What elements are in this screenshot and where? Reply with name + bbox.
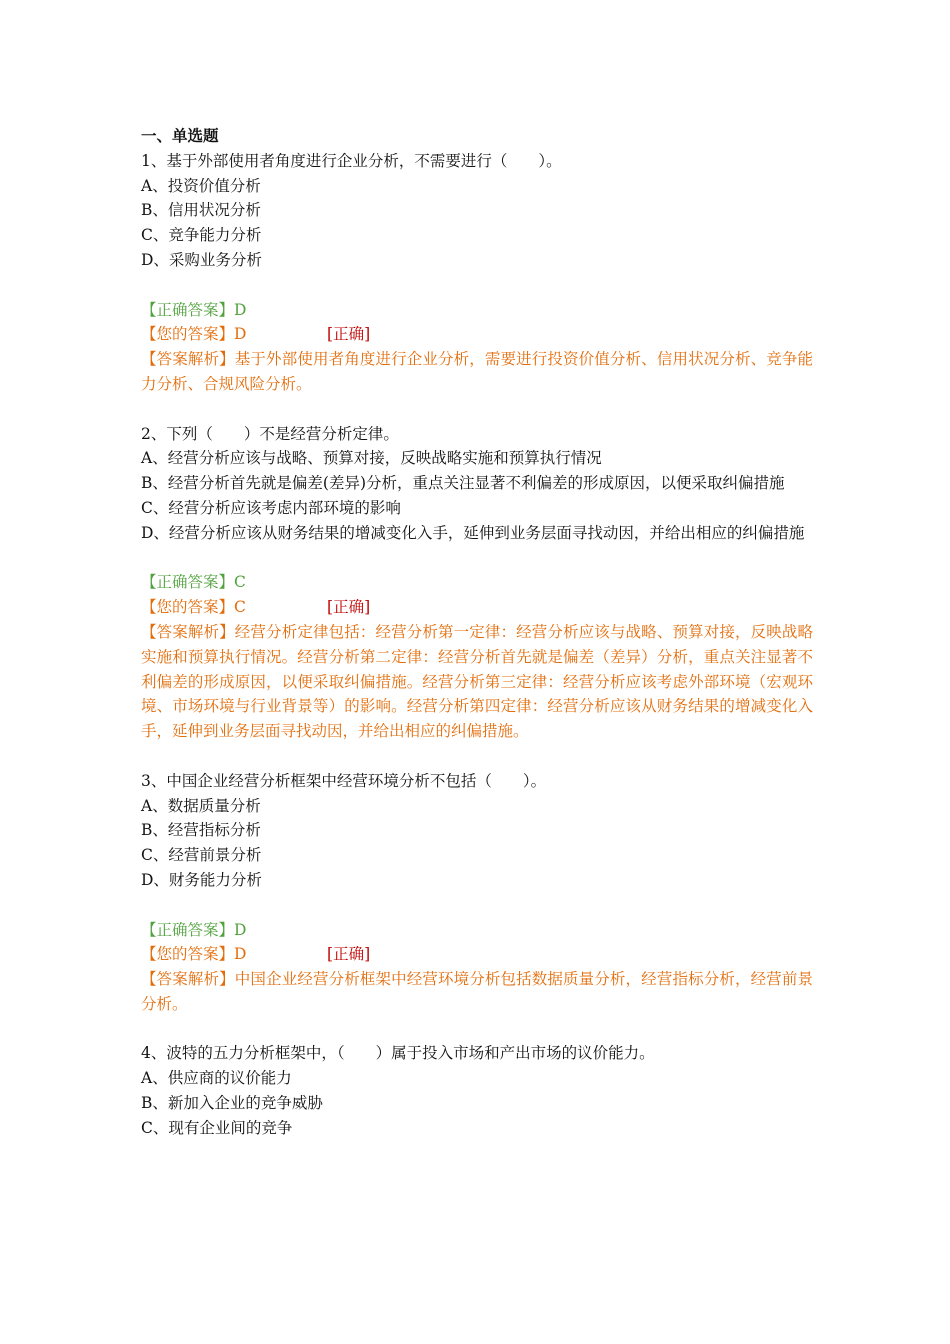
analysis-text: 经营分析定律包括：经营分析第一定律：经营分析应该与战略、预算对接，反映战略实施和预算执行情况。经营分析第二定律：经营分析首先就是偏差（差异）分析，重点关注显著不利偏差的形成原因，以便采取纠偏措施。经营分析第三定律：经营分析应该考虑外部环境（宏观环境、市场环境与行业背景等）的影响。经营分析第四定律：经营分析应该从财务结果的增减变化入手，延伸到业务层面寻找动因，并给出相应的纠偏措施。 <box>141 622 813 741</box>
correct-answer-label: 【正确答案】 <box>141 300 235 319</box>
option-a: A、投资价值分析 <box>141 176 261 195</box>
option-b: B、信用状况分析 <box>141 201 261 220</box>
your-answer-row <box>141 595 813 620</box>
result-badge: [正确] <box>327 325 371 344</box>
option-b: B、新加入企业的竞争威胁 <box>141 1094 323 1113</box>
analysis-label: 【答案解析】 <box>141 350 235 369</box>
question-1 <box>141 149 813 422</box>
question-stem: 1、基于外部使用者角度进行企业分析，不需要进行（ ）。 <box>141 151 562 170</box>
option-b: B、经营分析首先就是偏差(差异)分析，重点关注显著不利偏差的形成原因，以便采取纠偏措施 <box>141 474 785 493</box>
your-answer-value: D <box>234 325 247 344</box>
option-b: B、经营指标分析 <box>141 821 261 840</box>
correct-answer-value: C <box>234 573 246 592</box>
analysis-text: 中国企业经营分析框架中经营环境分析包括数据质量分析，经营指标分析，经营前景分析。 <box>141 970 813 1013</box>
your-answer-label: 【您的答案】 <box>141 945 235 964</box>
your-answer-label: 【您的答案】 <box>141 325 235 344</box>
analysis-label: 【答案解析】 <box>141 622 235 641</box>
correct-answer-value: D <box>234 300 247 319</box>
question-2 <box>141 422 813 769</box>
section-title: 一、单选题 <box>141 126 219 145</box>
option-c: C、竞争能力分析 <box>141 226 262 245</box>
option-a: A、数据质量分析 <box>141 796 261 815</box>
answer-analysis <box>141 967 813 1017</box>
correct-answer-row <box>141 570 813 595</box>
correct-answer-row <box>141 918 813 943</box>
correct-answer-value: D <box>234 920 247 939</box>
analysis-label: 【答案解析】 <box>141 970 235 989</box>
option-a: A、供应商的议价能力 <box>141 1069 292 1088</box>
result-badge: [正确] <box>327 598 371 617</box>
question-stem: 2、下列（ ）不是经营分析定律。 <box>141 424 399 443</box>
question-4 <box>141 1041 813 1140</box>
your-answer-value: C <box>234 598 246 617</box>
option-a: A、经营分析应该与战略、预算对接，反映战略实施和预算执行情况 <box>141 449 602 468</box>
option-c: C、现有企业间的竞争 <box>141 1118 293 1137</box>
question-stem: 4、波特的五力分析框架中，（ ）属于投入市场和产出市场的议价能力。 <box>141 1044 655 1063</box>
your-answer-value: D <box>234 945 247 964</box>
your-answer-row <box>141 322 813 347</box>
analysis-text: 基于外部使用者角度进行企业分析，需要进行投资价值分析、信用状况分析、竞争能力分析、合规风险分析。 <box>141 350 813 393</box>
document-page <box>141 124 813 1141</box>
answer-analysis <box>141 620 813 744</box>
result-badge: [正确] <box>327 945 371 964</box>
correct-answer-row <box>141 298 813 323</box>
your-answer-row <box>141 942 813 967</box>
option-d: D、经营分析应该从财务结果的增减变化入手，延伸到业务层面寻找动因，并给出相应的纠偏措施 <box>141 523 805 542</box>
option-d: D、财务能力分析 <box>141 870 262 889</box>
correct-answer-label: 【正确答案】 <box>141 573 235 592</box>
option-d: D、采购业务分析 <box>141 250 262 269</box>
question-3 <box>141 769 813 1042</box>
answer-analysis <box>141 347 813 397</box>
option-c: C、经营分析应该考虑内部环境的影响 <box>141 498 401 517</box>
option-c: C、经营前景分析 <box>141 846 262 865</box>
correct-answer-label: 【正确答案】 <box>141 920 235 939</box>
your-answer-label: 【您的答案】 <box>141 598 235 617</box>
question-stem: 3、中国企业经营分析框架中经营环境分析不包括（ ）。 <box>141 771 547 790</box>
